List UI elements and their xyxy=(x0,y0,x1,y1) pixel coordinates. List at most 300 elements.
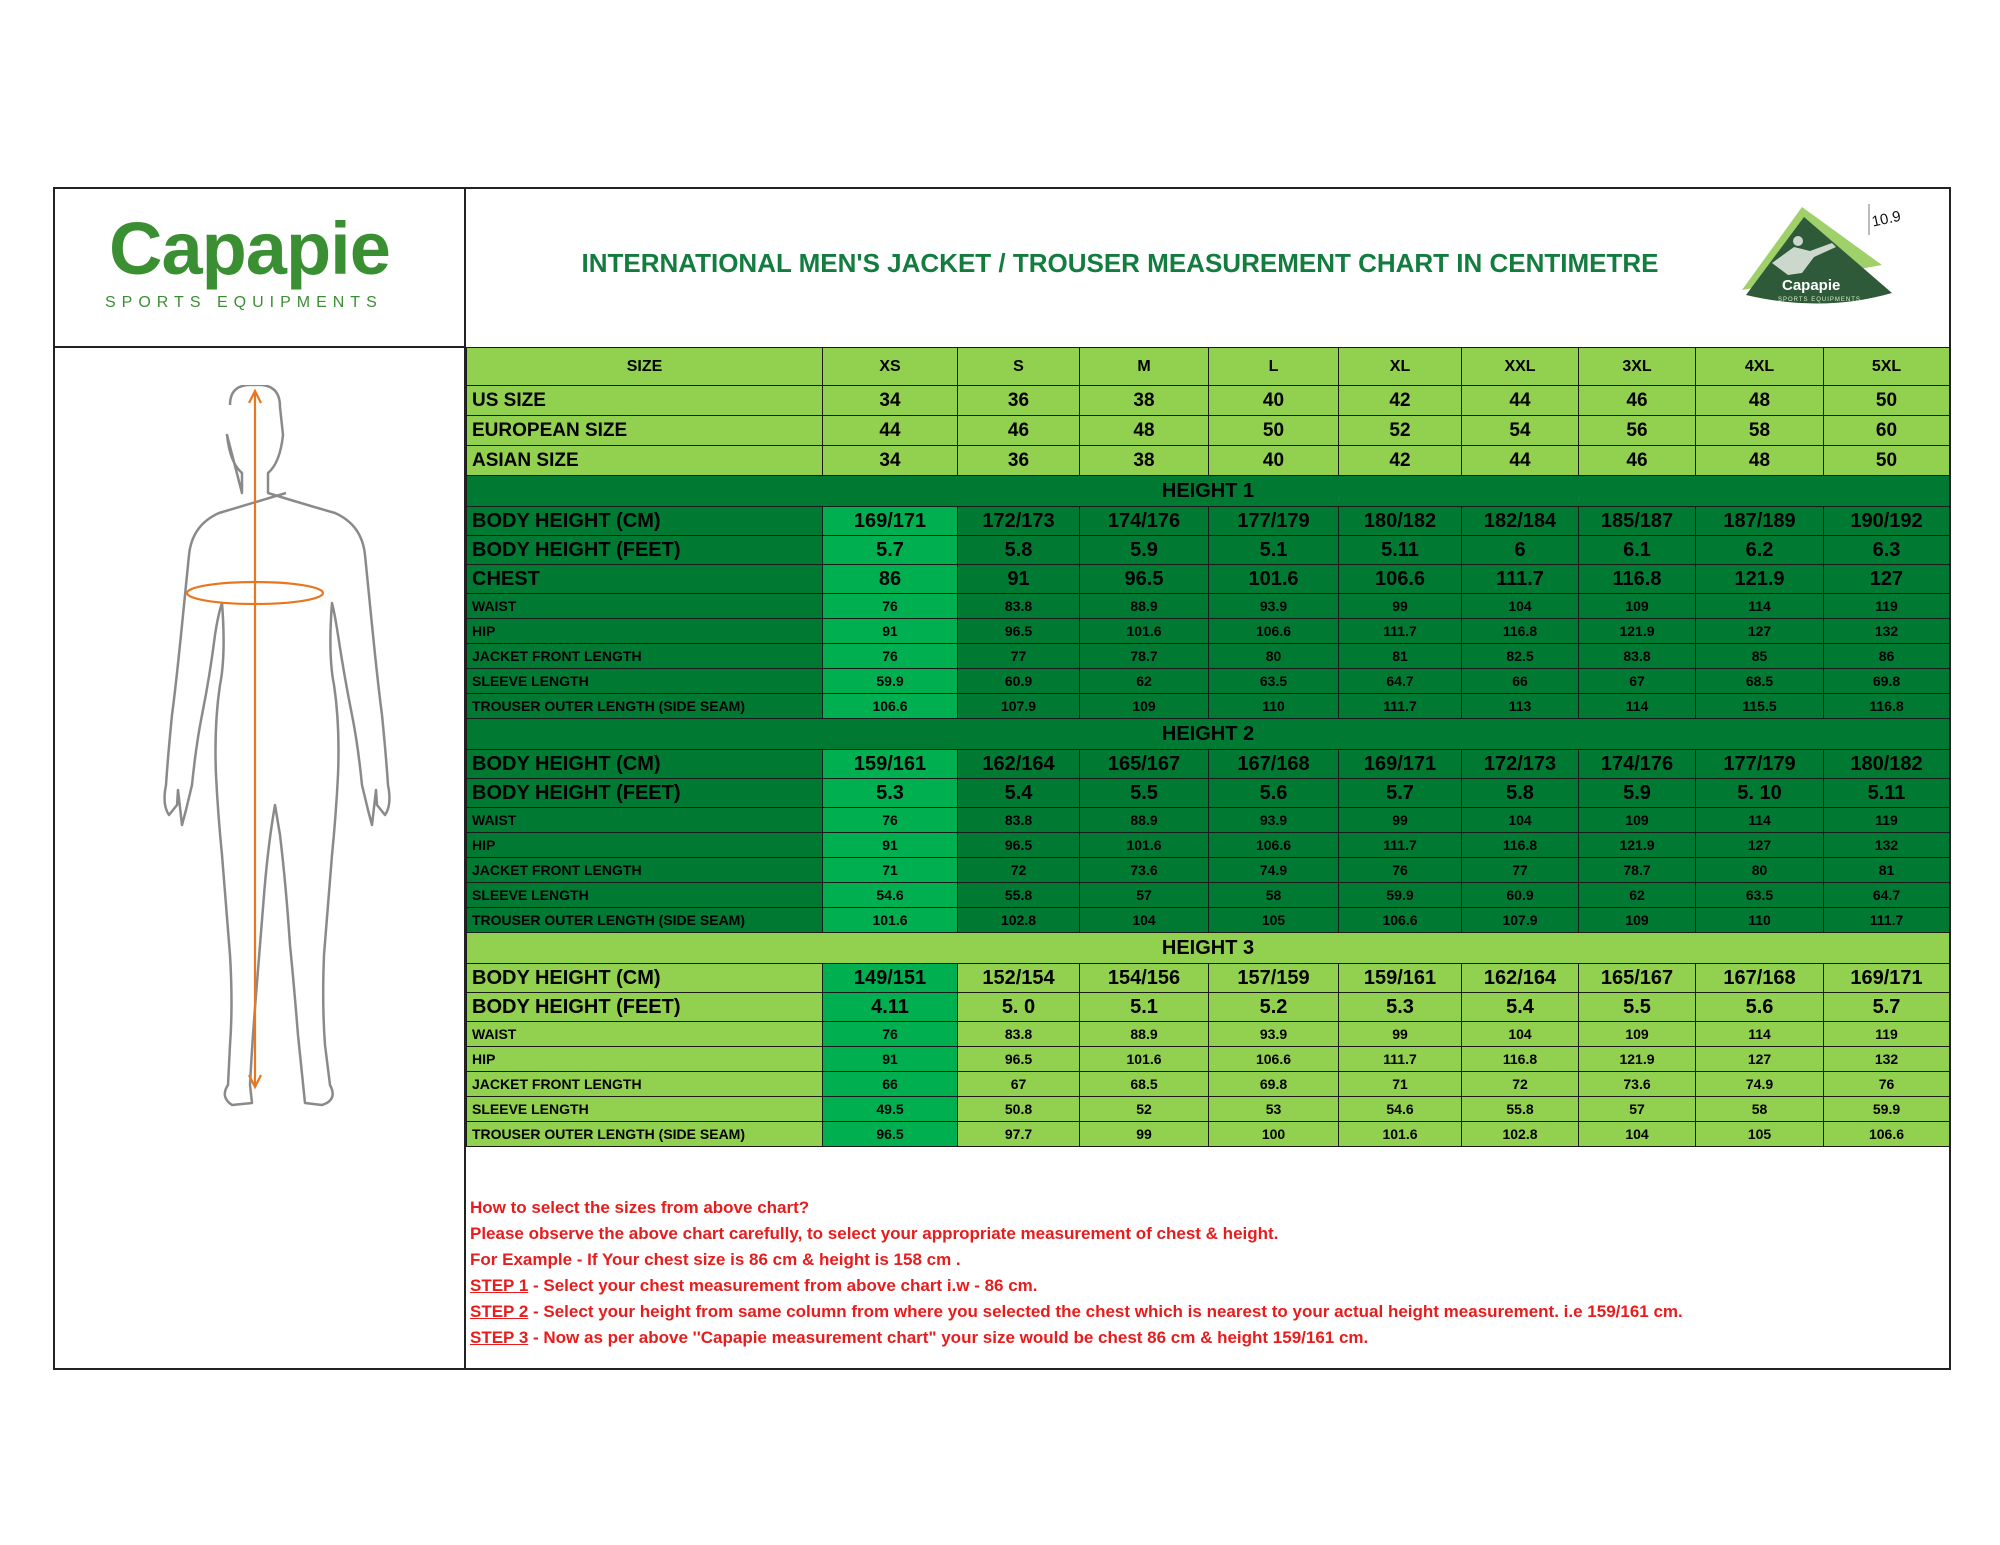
table-cell: 104 xyxy=(1462,594,1579,619)
table-cell: 48 xyxy=(1696,386,1824,416)
table-cell: 83.8 xyxy=(1579,644,1696,669)
height-section-title-row xyxy=(467,476,1950,507)
table-cell: 54.6 xyxy=(1339,1097,1462,1122)
table-cell: 73.6 xyxy=(1080,858,1209,883)
table-cell: 116.8 xyxy=(1462,833,1579,858)
note-line xyxy=(470,1221,1930,1247)
table-cell: 5.9 xyxy=(1579,779,1696,808)
table-cell: 109 xyxy=(1579,908,1696,933)
table-cell: 54 xyxy=(1462,416,1579,446)
table-cell: 46 xyxy=(958,416,1080,446)
table-cell: 157/159 xyxy=(1209,964,1339,993)
table-cell: 127 xyxy=(1824,565,1950,594)
table-cell: 5.5 xyxy=(1579,993,1696,1022)
table-cell: 5.2 xyxy=(1209,993,1339,1022)
row-label: TROUSER OUTER LENGTH (SIDE SEAM) xyxy=(467,694,823,719)
table-cell: 50 xyxy=(1824,386,1950,416)
table-cell: 78.7 xyxy=(1080,644,1209,669)
table-cell: 96.5 xyxy=(958,1047,1080,1072)
table-cell: 63.5 xyxy=(1209,669,1339,694)
table-cell: 121.9 xyxy=(1579,833,1696,858)
table-cell: 107.9 xyxy=(1462,908,1579,933)
table-cell: 57 xyxy=(1080,883,1209,908)
measurement-row xyxy=(467,750,1950,779)
table-cell: 91 xyxy=(823,1047,958,1072)
table-cell: 38 xyxy=(1080,446,1209,476)
table-cell: 177/179 xyxy=(1696,750,1824,779)
table-cell: 149/151 xyxy=(823,964,958,993)
table-cell: 127 xyxy=(1696,1047,1824,1072)
table-cell: 119 xyxy=(1824,808,1950,833)
table-cell: 42 xyxy=(1339,386,1462,416)
table-cell: 76 xyxy=(823,1022,958,1047)
table-cell: 169/171 xyxy=(1824,964,1950,993)
brand-tagline: SPORTS EQUIPMENTS xyxy=(105,294,383,311)
table-cell: 99 xyxy=(1339,1022,1462,1047)
measurement-row xyxy=(467,1122,1950,1147)
table-cell: 93.9 xyxy=(1209,594,1339,619)
table-cell: 4.11 xyxy=(823,993,958,1022)
measurement-row xyxy=(467,1072,1950,1097)
table-cell: 100 xyxy=(1209,1122,1339,1147)
table-cell: 174/176 xyxy=(1579,750,1696,779)
table-cell: 114 xyxy=(1579,694,1696,719)
measurement-row xyxy=(467,883,1950,908)
measurement-row xyxy=(467,858,1950,883)
row-label: HIP xyxy=(467,1047,823,1072)
table-cell: 60 xyxy=(1824,416,1950,446)
height-section-title: HEIGHT 1 xyxy=(467,476,1950,507)
row-label: JACKET FRONT LENGTH xyxy=(467,858,823,883)
note-text: How to select the sizes from above chart? xyxy=(470,1198,810,1217)
table-cell: 46 xyxy=(1579,386,1696,416)
badge-brand: Capapie xyxy=(1782,277,1841,294)
table-cell: 64.7 xyxy=(1824,883,1950,908)
row-label: TROUSER OUTER LENGTH (SIDE SEAM) xyxy=(467,908,823,933)
note-text: - Now as per above ''Capapie measurement chart" your size would be chest 86 cm & height 159/161 cm. xyxy=(528,1328,1369,1347)
table-cell: 78.7 xyxy=(1579,858,1696,883)
table-cell: 55.8 xyxy=(958,883,1080,908)
size-selection-notes xyxy=(470,1195,1930,1351)
table-cell: 109 xyxy=(1579,1022,1696,1047)
row-label: SLEEVE LENGTH xyxy=(467,1097,823,1122)
table-cell: 132 xyxy=(1824,1047,1950,1072)
table-cell: 5.1 xyxy=(1080,993,1209,1022)
brand-logo xyxy=(105,205,425,325)
badge-tagline: SPORTS EQUIPMENTS xyxy=(1778,297,1861,303)
table-cell: 104 xyxy=(1462,808,1579,833)
row-label: BODY HEIGHT (FEET) xyxy=(467,536,823,565)
note-step-label: STEP 2 xyxy=(470,1302,529,1321)
height-section-title-row xyxy=(467,933,1950,964)
table-cell: 66 xyxy=(823,1072,958,1097)
table-cell: 36 xyxy=(958,386,1080,416)
size-header-cell: 4XL xyxy=(1696,348,1824,386)
table-cell: 59.9 xyxy=(1339,883,1462,908)
table-cell: 74.9 xyxy=(1696,1072,1824,1097)
table-cell: 72 xyxy=(1462,1072,1579,1097)
row-label: WAIST xyxy=(467,808,823,833)
table-cell: 69.8 xyxy=(1209,1072,1339,1097)
table-cell: 110 xyxy=(1209,694,1339,719)
table-cell: 62 xyxy=(1579,883,1696,908)
height-section-title-row xyxy=(467,719,1950,750)
table-cell: 119 xyxy=(1824,1022,1950,1047)
table-cell: 119 xyxy=(1824,594,1950,619)
measurement-row xyxy=(467,908,1950,933)
measurement-row xyxy=(467,644,1950,669)
table-cell: 101.6 xyxy=(1339,1122,1462,1147)
table-cell: 40 xyxy=(1209,386,1339,416)
table-cell: 159/161 xyxy=(823,750,958,779)
table-cell: 42 xyxy=(1339,446,1462,476)
table-cell: 99 xyxy=(1339,808,1462,833)
table-cell: 58 xyxy=(1696,1097,1824,1122)
table-cell: 121.9 xyxy=(1696,565,1824,594)
table-cell: 174/176 xyxy=(1080,507,1209,536)
brand-name: Capapie xyxy=(109,207,390,290)
table-cell: 86 xyxy=(1824,644,1950,669)
table-cell: 101.6 xyxy=(1080,833,1209,858)
measurement-row xyxy=(467,669,1950,694)
table-cell: 110 xyxy=(1696,908,1824,933)
row-label: JACKET FRONT LENGTH xyxy=(467,1072,823,1097)
table-cell: 111.7 xyxy=(1339,694,1462,719)
row-label: ASIAN SIZE xyxy=(467,446,823,476)
table-cell: 66 xyxy=(1462,669,1579,694)
measurement-row xyxy=(467,1022,1950,1047)
size-header-label: SIZE xyxy=(467,348,823,386)
table-cell: 167/168 xyxy=(1696,964,1824,993)
table-cell: 76 xyxy=(1339,858,1462,883)
table-cell: 101.6 xyxy=(1080,619,1209,644)
row-label: BODY HEIGHT (FEET) xyxy=(467,779,823,808)
row-label: BODY HEIGHT (CM) xyxy=(467,964,823,993)
table-cell: 101.6 xyxy=(1209,565,1339,594)
table-cell: 57 xyxy=(1579,1097,1696,1122)
note-text: - Select your chest measurement from above chart i.w - 86 cm. xyxy=(528,1276,1038,1295)
table-cell: 63.5 xyxy=(1696,883,1824,908)
note-line xyxy=(470,1247,1930,1273)
note-text: For Example - If Your chest size is 86 cm & height is 158 cm . xyxy=(470,1250,961,1269)
size-header-cell: L xyxy=(1209,348,1339,386)
table-cell: 165/167 xyxy=(1080,750,1209,779)
row-label: CHEST xyxy=(467,565,823,594)
measurement-row xyxy=(467,808,1950,833)
table-cell: 81 xyxy=(1339,644,1462,669)
row-label: BODY HEIGHT (CM) xyxy=(467,750,823,779)
row-label: WAIST xyxy=(467,594,823,619)
size-header-cell: XS xyxy=(823,348,958,386)
size-chart-table xyxy=(466,347,1950,1147)
table-cell: 91 xyxy=(823,619,958,644)
table-cell: 5.3 xyxy=(823,779,958,808)
table-cell: 5.4 xyxy=(958,779,1080,808)
table-cell: 82.5 xyxy=(1462,644,1579,669)
table-cell: 40 xyxy=(1209,446,1339,476)
table-cell: 80 xyxy=(1696,858,1824,883)
table-cell: 116.8 xyxy=(1824,694,1950,719)
table-cell: 71 xyxy=(823,858,958,883)
table-cell: 76 xyxy=(823,808,958,833)
size-header-cell: XL xyxy=(1339,348,1462,386)
table-cell: 77 xyxy=(958,644,1080,669)
table-cell: 46 xyxy=(1579,446,1696,476)
badge-emblem-icon xyxy=(1732,195,1902,320)
table-cell: 59.9 xyxy=(823,669,958,694)
table-cell: 69.8 xyxy=(1824,669,1950,694)
size-row xyxy=(467,416,1950,446)
table-cell: 96.5 xyxy=(958,619,1080,644)
table-cell: 114 xyxy=(1696,808,1824,833)
measurement-row xyxy=(467,694,1950,719)
measurement-row xyxy=(467,1047,1950,1072)
row-label: HIP xyxy=(467,619,823,644)
table-cell: 48 xyxy=(1080,416,1209,446)
table-cell: 5.9 xyxy=(1080,536,1209,565)
row-label: SLEEVE LENGTH xyxy=(467,669,823,694)
table-cell: 115.5 xyxy=(1696,694,1824,719)
size-header-cell: M xyxy=(1080,348,1209,386)
table-cell: 132 xyxy=(1824,833,1950,858)
note-step-label: STEP 3 xyxy=(470,1328,529,1347)
table-cell: 127 xyxy=(1696,619,1824,644)
measurement-row xyxy=(467,833,1950,858)
table-cell: 38 xyxy=(1080,386,1209,416)
table-cell: 172/173 xyxy=(958,507,1080,536)
table-cell: 76 xyxy=(1824,1072,1950,1097)
note-line xyxy=(470,1325,1930,1351)
table-cell: 180/182 xyxy=(1339,507,1462,536)
row-label: BODY HEIGHT (FEET) xyxy=(467,993,823,1022)
table-cell: 96.5 xyxy=(1080,565,1209,594)
table-cell: 60.9 xyxy=(1462,883,1579,908)
table-cell: 154/156 xyxy=(1080,964,1209,993)
table-cell: 6.2 xyxy=(1696,536,1824,565)
table-cell: 59.9 xyxy=(1824,1097,1950,1122)
measurement-row xyxy=(467,619,1950,644)
table-cell: 80 xyxy=(1209,644,1339,669)
table-cell: 107.9 xyxy=(958,694,1080,719)
table-cell: 111.7 xyxy=(1339,1047,1462,1072)
table-cell: 5.1 xyxy=(1209,536,1339,565)
table-cell: 44 xyxy=(1462,446,1579,476)
measurement-row xyxy=(467,536,1950,565)
table-cell: 58 xyxy=(1209,883,1339,908)
table-cell: 111.7 xyxy=(1824,908,1950,933)
height-section-title: HEIGHT 3 xyxy=(467,933,1950,964)
table-cell: 67 xyxy=(1579,669,1696,694)
table-cell: 52 xyxy=(1339,416,1462,446)
note-line xyxy=(470,1195,1930,1221)
table-cell: 121.9 xyxy=(1579,619,1696,644)
row-label: SLEEVE LENGTH xyxy=(467,883,823,908)
row-label: US SIZE xyxy=(467,386,823,416)
table-cell: 88.9 xyxy=(1080,808,1209,833)
table-cell: 152/154 xyxy=(958,964,1080,993)
table-cell: 93.9 xyxy=(1209,1022,1339,1047)
table-cell: 109 xyxy=(1579,808,1696,833)
note-text: Please observe the above chart carefully, to select your appropriate measurement of chest & height. xyxy=(470,1224,1279,1243)
table-cell: 76 xyxy=(823,594,958,619)
frame-divider-horizontal xyxy=(53,346,466,348)
table-cell: 111.7 xyxy=(1339,833,1462,858)
table-cell: 54.6 xyxy=(823,883,958,908)
table-cell: 172/173 xyxy=(1462,750,1579,779)
table-cell: 56 xyxy=(1579,416,1696,446)
table-cell: 121.9 xyxy=(1579,1047,1696,1072)
table-cell: 58 xyxy=(1696,416,1824,446)
human-figure-icon xyxy=(100,385,430,1135)
table-cell: 55.8 xyxy=(1462,1097,1579,1122)
table-cell: 91 xyxy=(823,833,958,858)
table-cell: 5.7 xyxy=(823,536,958,565)
table-cell: 5.11 xyxy=(1824,779,1950,808)
table-cell: 106.6 xyxy=(1209,619,1339,644)
table-cell: 34 xyxy=(823,446,958,476)
size-row xyxy=(467,446,1950,476)
row-label: WAIST xyxy=(467,1022,823,1047)
table-cell: 177/179 xyxy=(1209,507,1339,536)
table-cell: 106.6 xyxy=(1824,1122,1950,1147)
table-cell: 44 xyxy=(1462,386,1579,416)
table-cell: 97.7 xyxy=(958,1122,1080,1147)
table-cell: 190/192 xyxy=(1824,507,1950,536)
table-cell: 91 xyxy=(958,565,1080,594)
table-cell: 187/189 xyxy=(1696,507,1824,536)
table-cell: 106.6 xyxy=(1209,1047,1339,1072)
height-section-title: HEIGHT 2 xyxy=(467,719,1950,750)
table-cell: 83.8 xyxy=(958,808,1080,833)
measurement-row xyxy=(467,779,1950,808)
table-cell: 169/171 xyxy=(823,507,958,536)
note-line xyxy=(470,1299,1930,1325)
table-cell: 85 xyxy=(1696,644,1824,669)
table-cell: 182/184 xyxy=(1462,507,1579,536)
table-cell: 88.9 xyxy=(1080,594,1209,619)
table-cell: 109 xyxy=(1579,594,1696,619)
table-cell: 96.5 xyxy=(958,833,1080,858)
table-cell: 62 xyxy=(1080,669,1209,694)
table-cell: 86 xyxy=(823,565,958,594)
row-label: TROUSER OUTER LENGTH (SIDE SEAM) xyxy=(467,1122,823,1147)
note-line xyxy=(470,1273,1930,1299)
measurement-row xyxy=(467,594,1950,619)
measurement-row xyxy=(467,565,1950,594)
table-cell: 5.3 xyxy=(1339,993,1462,1022)
table-cell: 6.3 xyxy=(1824,536,1950,565)
table-cell: 106.6 xyxy=(1339,565,1462,594)
table-cell: 105 xyxy=(1209,908,1339,933)
table-cell: 5.8 xyxy=(1462,779,1579,808)
table-cell: 96.5 xyxy=(823,1122,958,1147)
table-cell: 104 xyxy=(1080,908,1209,933)
table-cell: 105 xyxy=(1696,1122,1824,1147)
brand-badge xyxy=(1732,195,1902,320)
table-cell: 106.6 xyxy=(823,694,958,719)
table-cell: 5.5 xyxy=(1080,779,1209,808)
measurement-row xyxy=(467,507,1950,536)
table-cell: 48 xyxy=(1696,446,1824,476)
body-measure-figure xyxy=(100,385,430,1135)
table-cell: 68.5 xyxy=(1696,669,1824,694)
table-cell: 36 xyxy=(958,446,1080,476)
note-step-label: STEP 1 xyxy=(470,1276,529,1295)
table-cell: 73.6 xyxy=(1579,1072,1696,1097)
table-cell: 71 xyxy=(1339,1072,1462,1097)
table-cell: 68.5 xyxy=(1080,1072,1209,1097)
table-cell: 185/187 xyxy=(1579,507,1696,536)
table-cell: 114 xyxy=(1696,594,1824,619)
table-cell: 64.7 xyxy=(1339,669,1462,694)
table-cell: 34 xyxy=(823,386,958,416)
table-cell: 50.8 xyxy=(958,1097,1080,1122)
table-cell: 5.6 xyxy=(1696,993,1824,1022)
table-cell: 116.8 xyxy=(1462,619,1579,644)
size-header-cell: 3XL xyxy=(1579,348,1696,386)
table-cell: 5.4 xyxy=(1462,993,1579,1022)
table-cell: 106.6 xyxy=(1209,833,1339,858)
table-cell: 52 xyxy=(1080,1097,1209,1122)
table-cell: 167/168 xyxy=(1209,750,1339,779)
row-label: EUROPEAN SIZE xyxy=(467,416,823,446)
table-cell: 83.8 xyxy=(958,594,1080,619)
table-cell: 180/182 xyxy=(1824,750,1950,779)
table-cell: 106.6 xyxy=(1339,908,1462,933)
table-cell: 5.11 xyxy=(1339,536,1462,565)
table-cell: 101.6 xyxy=(1080,1047,1209,1072)
table-cell: 60.9 xyxy=(958,669,1080,694)
table-cell: 162/164 xyxy=(1462,964,1579,993)
table-cell: 101.6 xyxy=(823,908,958,933)
table-cell: 159/161 xyxy=(1339,964,1462,993)
table-cell: 113 xyxy=(1462,694,1579,719)
table-cell: 5.7 xyxy=(1824,993,1950,1022)
table-cell: 6 xyxy=(1462,536,1579,565)
table-cell: 53 xyxy=(1209,1097,1339,1122)
table-cell: 116.8 xyxy=(1579,565,1696,594)
table-cell: 111.7 xyxy=(1339,619,1462,644)
table-cell: 5.6 xyxy=(1209,779,1339,808)
table-cell: 102.8 xyxy=(958,908,1080,933)
table-cell: 50 xyxy=(1824,446,1950,476)
table-cell: 111.7 xyxy=(1462,565,1579,594)
table-cell: 6.1 xyxy=(1579,536,1696,565)
table-cell: 5. 0 xyxy=(958,993,1080,1022)
measurement-row xyxy=(467,1097,1950,1122)
table-cell: 93.9 xyxy=(1209,808,1339,833)
table-cell: 81 xyxy=(1824,858,1950,883)
table-cell: 50 xyxy=(1209,416,1339,446)
page-title: INTERNATIONAL MEN'S JACKET / TROUSER MEASUREMENT CHART IN CENTIMETRE xyxy=(581,248,1659,278)
header-row xyxy=(467,348,1950,386)
row-label: BODY HEIGHT (CM) xyxy=(467,507,823,536)
table-cell: 67 xyxy=(958,1072,1080,1097)
table-cell: 132 xyxy=(1824,619,1950,644)
table-cell: 5.8 xyxy=(958,536,1080,565)
table-cell: 5.7 xyxy=(1339,779,1462,808)
table-cell: 104 xyxy=(1579,1122,1696,1147)
size-header-cell: XXL xyxy=(1462,348,1579,386)
table-cell: 109 xyxy=(1080,694,1209,719)
table-cell: 162/164 xyxy=(958,750,1080,779)
table-cell: 72 xyxy=(958,858,1080,883)
size-row xyxy=(467,386,1950,416)
row-label: HIP xyxy=(467,833,823,858)
table-cell: 104 xyxy=(1462,1022,1579,1047)
table-cell: 127 xyxy=(1696,833,1824,858)
table-cell: 49.5 xyxy=(823,1097,958,1122)
